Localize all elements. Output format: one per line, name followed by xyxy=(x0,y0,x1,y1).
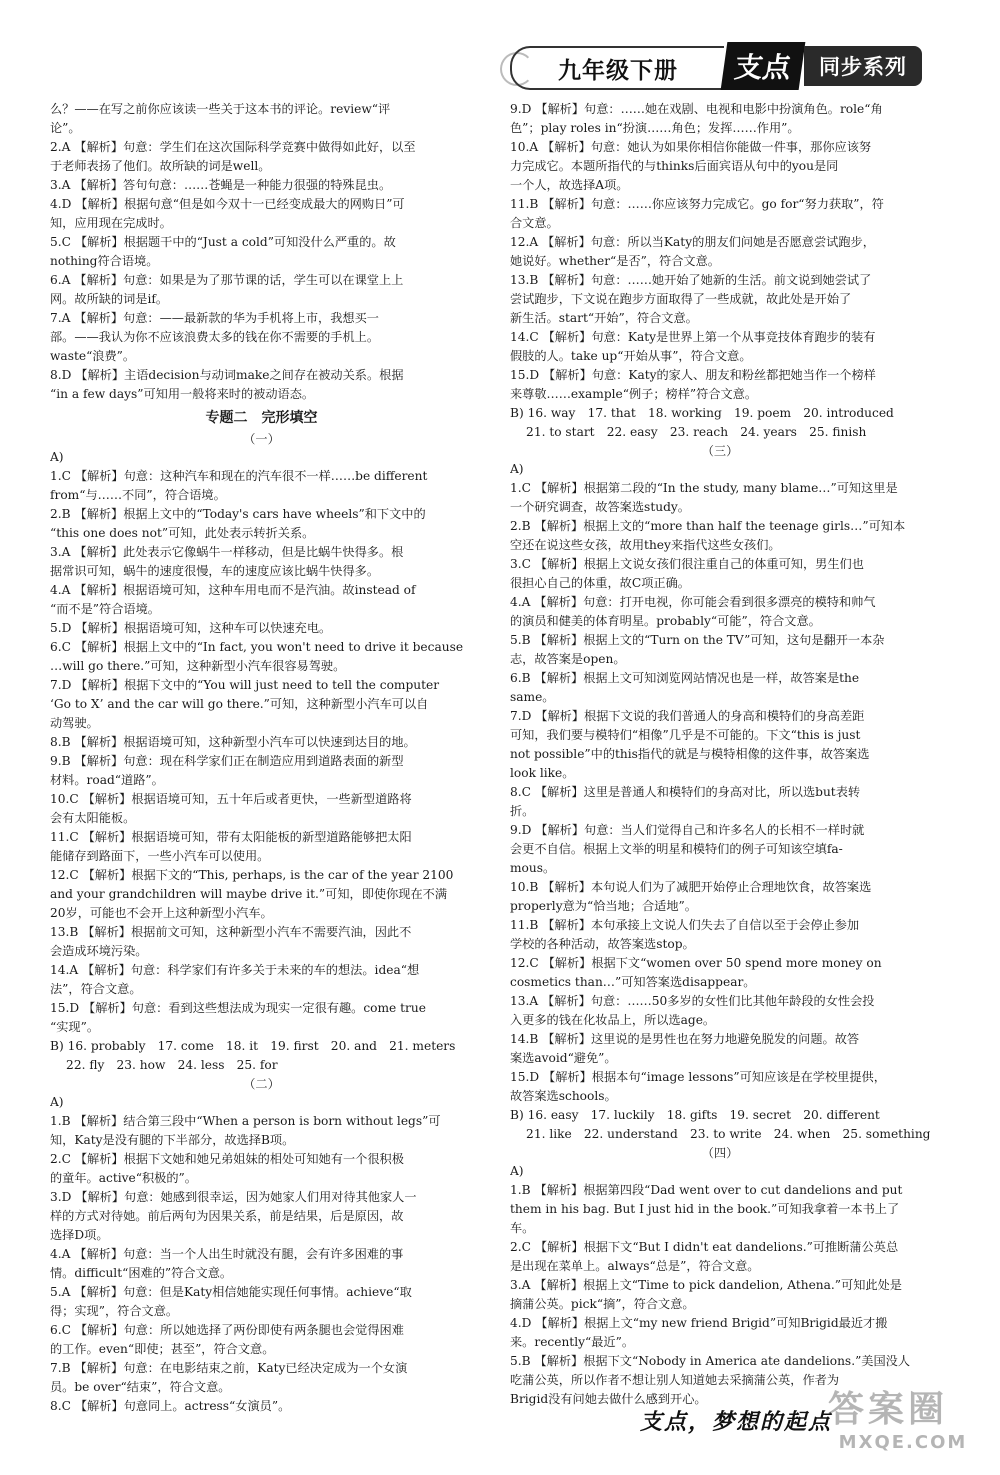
text-line: 11.B 【解析】本句承接上文说人们失去了自信以至于会停止参加 xyxy=(510,918,860,932)
text-line: 2.C 【解析】根据下文“But I didn't eat dandelions.”可推断蒲公英总 xyxy=(510,1240,899,1254)
text-line: 6.C 【解析】句意：所以她选择了两份即使有两条腿也会觉得困难 xyxy=(50,1323,404,1337)
text-line: 5.A 【解析】句意：但是Katy相信她能实现任何事情。achieve“取 xyxy=(50,1285,412,1299)
text-line: 据常识可知，蜗牛的速度很慢，车的速度应该比蜗牛快得多。 xyxy=(50,564,380,578)
text-line: …will go there.”可知，这种新型小汽车很容易驾驶。 xyxy=(50,659,346,673)
text-line: 6.C 【解析】根据上文中的“In fact, you won't need to drive it because xyxy=(50,640,464,654)
text-line: 12.C 【解析】根据下文的“This, perhaps, is the car of the year 2100 xyxy=(50,868,454,882)
text-line: 9.B 【解析】句意：现在科学家们正在制造应用到道路表面的新型 xyxy=(50,754,404,768)
text-line: 3.A 【解析】答句句意：……苍蝇是一种能力很强的特殊昆虫。 xyxy=(50,178,392,192)
text-line: 样的方式对待她。前后两句为因果关系，前是结果，后是原因，故 xyxy=(50,1209,404,1223)
text-line: 力完成它。本题所指代的与thinks后面宾语从句中的you是同 xyxy=(510,159,839,173)
text-line: 2.B 【解析】根据上文的“more than half the teenage girls…”可知本 xyxy=(510,519,906,533)
text-line: 7.B 【解析】句意：在电影结束之前，Katy已经决定成为一个女演 xyxy=(50,1361,408,1375)
text-line: 22. fly 23. how 24. less 25. for xyxy=(50,1058,278,1072)
text-line: 会造成环境污染。 xyxy=(50,944,148,958)
text-line: “而不是”符合语境。 xyxy=(50,602,160,616)
text-line: 合文意。 xyxy=(510,216,559,230)
text-line: 色”；play roles in“扮演……角色；发挥……作用”。 xyxy=(510,121,800,135)
text-line: 得；实现”，符合文意。 xyxy=(50,1304,179,1318)
text-line: 1.B 【解析】根据第四段“Dad went over to cut dandelions and put xyxy=(510,1183,903,1197)
footer-slogan: 支点，梦想的起点 xyxy=(640,1409,833,1435)
text-line: 志，故答案是open。 xyxy=(510,652,626,666)
text-line: 8.C 【解析】句意同上。actress“女演员”。 xyxy=(50,1399,291,1413)
text-line: 10.B 【解析】本句说人们为了减肥开始停止合理地饮食，故答案选 xyxy=(510,880,872,894)
text-line: 2.B 【解析】根据上文中的“Today's cars have wheels”和下文中的 xyxy=(50,507,426,521)
text-line: 新生活。start“开始”，符合文意。 xyxy=(510,311,698,325)
text-line: 动驾驶。 xyxy=(50,716,99,730)
text-line: A) xyxy=(510,1164,524,1178)
text-line: 11.C 【解析】根据语境可知，带有太阳能板的新型道路能够把太阳 xyxy=(50,830,412,844)
text-line: waste“浪费”。 xyxy=(50,349,136,363)
text-line: 11.B 【解析】句意：……你应该努力完成它。go for“努力获取”，符 xyxy=(510,197,884,211)
text-line: 4.D 【解析】根据句意“但是如今双十一已经变成最大的网购日”可 xyxy=(50,197,405,211)
text-line: 折。 xyxy=(510,804,535,818)
text-line: 13.B 【解析】根据前文可知，这种新型小汽车不需要汽油，因此不 xyxy=(50,925,412,939)
text-line: 8.D 【解析】主语decision与动词make之间存在被动关系。根据 xyxy=(50,368,404,382)
text-line: 1.C 【解析】根据第二段的“In the study, many blame…”可知这里是 xyxy=(510,481,898,495)
text-line: A) xyxy=(50,1095,64,1109)
text-line: 4.D 【解析】根据上文“my new friend Brigid”可知Brigid最近才搬 xyxy=(510,1316,888,1330)
text-line: 5.D 【解析】根据语境可知，这种车可以快速充电。 xyxy=(50,621,332,635)
text-line: 一个研究调查，故答案选study。 xyxy=(510,500,690,514)
text-line: 3.A 【解析】此处表示它像蜗牛一样移动，但是比蜗牛快得多。根 xyxy=(50,545,404,559)
subsection-number: （四） xyxy=(701,1146,739,1160)
text-line: “this one does not”可知，此处表示转折关系。 xyxy=(50,526,315,540)
text-line: 知，应用现在完成时。 xyxy=(50,216,172,230)
text-line: B) 16. way 17. that 18. working 19. poem 20. introduced xyxy=(510,406,894,420)
text-line: 8.C 【解析】这里是普通人和模特们的身高对比，所以选but表转 xyxy=(510,785,861,799)
text-line: 13.B 【解析】句意：……她开始了她新的生活。前文说到她尝试了 xyxy=(510,273,872,287)
text-line: 7.D 【解析】根据下文说的我们普通人的身高和模特们的身高差距 xyxy=(510,709,865,723)
text-line: from“与……不同”，符合语境。 xyxy=(50,488,226,502)
text-line: 很担心自己的体重，故C项正确。 xyxy=(510,576,690,590)
text-line: 15.D 【解析】根据本句“image lessons”可知应该是在学校里提供， xyxy=(510,1070,886,1084)
text-line: 3.D 【解析】句意：她感到很幸运，因为她家人们用对待其他家人一 xyxy=(50,1190,417,1204)
subsection-number: （二） xyxy=(243,1077,280,1091)
text-line: 材料。road“道路”。 xyxy=(50,773,164,787)
text-line: Brigid没有问她去做什么感到开心。 xyxy=(510,1392,707,1406)
text-line: 5.B 【解析】根据下文“Nobody in America ate dandelions.”美国没人 xyxy=(510,1354,911,1368)
text-line: 5.C 【解析】根据题干中的“Just a cold”可知没什么严重的。故 xyxy=(50,235,396,249)
text-line: 摘蒲公英。pick“摘”，符合文意。 xyxy=(510,1297,695,1311)
text-line: 12.A 【解析】句意：所以当Katy的朋友们问她是否愿意尝试跑步， xyxy=(510,235,875,249)
brand-logo: 支点 xyxy=(721,42,806,90)
left-column xyxy=(50,100,473,1416)
text-line: 员。be over“结束”，符合文意。 xyxy=(50,1380,231,1394)
text-line: look like。 xyxy=(510,766,575,780)
text-line: 车。 xyxy=(510,1221,535,1235)
text-line: 9.D 【解析】句意：当人们觉得自己和许多名人的长相不一样时就 xyxy=(510,823,865,837)
text-line: 来。recently“最近”。 xyxy=(510,1335,635,1349)
text-line: 2.C 【解析】根据下文她和她兄弟姐妹的相处可知她有一个很积极 xyxy=(50,1152,404,1166)
text-line: 故答案选schools。 xyxy=(510,1089,617,1103)
text-line: A) xyxy=(50,450,64,464)
text-line: 选择D项。 xyxy=(50,1228,109,1242)
text-line: them in his bag. But I just hid in the book.”可知我拿着一本书上了 xyxy=(510,1202,900,1216)
text-line: 2.A 【解析】句意：学生们在这次国际科学竞赛中做得如此好，以至 xyxy=(50,140,416,154)
section-title: 专题二 完形填空 xyxy=(205,410,318,426)
text-line: 14.B 【解析】这里说的是男性也在努力地避免脱发的问题。故答 xyxy=(510,1032,860,1046)
text-line: A) xyxy=(510,462,524,476)
text-line: 法”，符合文意。 xyxy=(50,982,142,996)
text-line: 7.D 【解析】根据下文中的“You will just need to tell the computer xyxy=(50,678,440,692)
text-line: 15.D 【解析】句意：看到这些想法成为现实一定很有趣。come true xyxy=(50,1001,426,1015)
text-line: 14.A 【解析】句意：科学家们有许多关于未来的车的想法。idea“想 xyxy=(50,963,420,977)
text-line: 是出现在菜单上。always“总是”，符合文意。 xyxy=(510,1259,760,1273)
text-line: 6.A 【解析】句意：如果是为了那节课的话，学生可以在课堂上上 xyxy=(50,273,404,287)
text-line: 吃蒲公英，所以作者不想让别人知道她去采摘蒲公英，作者为 xyxy=(510,1373,840,1387)
text-line: 14.C 【解析】句意：Katy是世界上第一个从事竞技体育跑步的装有 xyxy=(510,330,876,344)
text-line: 来尊敬……example“例子；榜样”符合文意。 xyxy=(510,387,758,401)
text-line: 10.C 【解析】根据语境可知，五十年后或者更快，一些新型道路将 xyxy=(50,792,412,806)
text-line: 的演员和健美的体育明星。probably“可能”，符合文意。 xyxy=(510,614,821,628)
text-line: not possible”中的this指代的就是与模特相像的这件事，故答案选 xyxy=(510,747,870,761)
text-line: 9.D 【解析】句意：……她在戏剧、电视和电影中扮演角色。role“角 xyxy=(510,102,883,116)
right-column xyxy=(510,100,930,1409)
text-line: 20岁，可能也不会开上这种新型小汽车。 xyxy=(50,906,273,920)
text-line: 网。故所缺的词是if。 xyxy=(50,292,169,306)
text-line: 能储存到路面下，一些小汽车可以使用。 xyxy=(50,849,270,863)
series-label: 同步系列 xyxy=(804,46,922,86)
text-line: 13.A 【解析】句意：……50多岁的女性们比其他年龄段的女性会投 xyxy=(510,994,875,1008)
text-line: 5.B 【解析】根据上文的“Turn on the TV”可知，这句是翻开一本杂 xyxy=(510,633,885,647)
text-line: cosmetics than…”可知答案选disappear。 xyxy=(510,975,756,989)
text-line: 部。——我认为你不应该浪费太多的钱在你不需要的手机上。 xyxy=(50,330,380,344)
text-line: 4.A 【解析】句意：打开电视，你可能会看到很多漂亮的模特和帅气 xyxy=(510,595,876,609)
text-line: 的工作。even“即使；甚至”，符合文意。 xyxy=(50,1342,275,1356)
text-line: 15.D 【解析】句意：Katy的家人、朋友和粉丝都把她当作一个榜样 xyxy=(510,368,876,382)
text-line: 10.A 【解析】句意：她认为如果你相信你能做一件事，那你应该努 xyxy=(510,140,872,154)
text-line: ‘Go to X’ and the car will go there.”可知，这种新型小汽车可以自 xyxy=(50,697,429,711)
watermark xyxy=(828,1388,978,1468)
text-line: 6.B 【解析】根据上文可知浏览网站情况也是一样，故答案是the xyxy=(510,671,860,685)
watermark-title: 答案圈 xyxy=(828,1389,949,1430)
text-line: 案选avoid“避免”。 xyxy=(510,1051,617,1065)
text-line: 的童年。active“积极的”。 xyxy=(50,1171,197,1185)
text-line: 尝试跑步，下文说在跑步方面取得了一些成就，故此处是开始了 xyxy=(510,292,852,306)
text-line: 入更多的钱在化妆品上，所以选age。 xyxy=(510,1013,716,1027)
text-line: B) 16. probably 17. come 18. it 19. first 20. and 21. meters xyxy=(50,1039,456,1053)
watermark-url: MXQE.COM xyxy=(838,1432,968,1453)
text-line: 4.A 【解析】句意：当一个人出生时就没有腿，会有许多困难的事 xyxy=(50,1247,404,1261)
text-line: 3.A 【解析】根据上文“Time to pick dandelion, Athena.”可知此处是 xyxy=(510,1278,902,1292)
text-line: 21. like 22. understand 23. to write 24. when 25. something xyxy=(510,1127,930,1141)
text-line: 3.C 【解析】根据上文说女孩们很注重自己的体重可知，男生们也 xyxy=(510,557,864,571)
text-line: 论”。 xyxy=(50,121,81,135)
text-line: 1.B 【解析】结合第三段中“When a person is born without legs”可 xyxy=(50,1114,441,1128)
text-line: same。 xyxy=(510,690,555,704)
text-line: 12.C 【解析】根据下文“women over 50 spend more money on xyxy=(510,956,882,970)
text-line: 空还在说这些女孩，故用they来指代这些女孩们。 xyxy=(510,538,781,552)
text-line: 于老师表扬了他们。故所缺的词是well。 xyxy=(50,159,271,173)
text-line: 1.C 【解析】句意：这种汽车和现在的汽车很不一样……be different xyxy=(50,469,428,483)
text-line: 么？——在写之前你应该读一些关于这本书的评论。review“评 xyxy=(50,102,391,116)
text-line: properly意为“恰当地；合适地”。 xyxy=(510,899,697,913)
text-line: 会有太阳能板。 xyxy=(50,811,136,825)
text-line: 会更不自信。根据上文举的明星和模特们的例子可知该空填fa- xyxy=(510,842,843,856)
grade-label: 九年级下册 xyxy=(510,46,724,90)
text-line: 可知，我们要与模特们“相像”几乎是不可能的。下文“this is just xyxy=(510,728,861,742)
text-line: “实现”。 xyxy=(50,1020,100,1034)
subsection-number: （三） xyxy=(701,444,739,458)
text-line: and your grandchildren will maybe drive it.”可知，即使你现在不满 xyxy=(50,887,448,901)
text-line: 她说好。whether“是否”，符合文意。 xyxy=(510,254,720,268)
text-line: 8.B 【解析】根据语境可知，这种新型小汽车可以快速到达目的地。 xyxy=(50,735,416,749)
text-line: 4.A 【解析】根据语境可知，这种车用电而不是汽油。故instead of xyxy=(50,583,416,597)
text-line: 情。difficult“困难的”符合文意。 xyxy=(50,1266,233,1280)
text-line: nothing符合语境。 xyxy=(50,254,159,268)
subsection-number: （一） xyxy=(243,432,280,446)
text-line: 知，Katy是没有腿的下半部分，故选择B项。 xyxy=(50,1133,295,1147)
text-line: mous。 xyxy=(510,861,556,875)
text-line: “in a few days”可知用一般将来时的被动语态。 xyxy=(50,387,315,401)
text-line: 7.A 【解析】句意：——最新款的华为手机将上市，我想买一 xyxy=(50,311,379,325)
text-line: 学校的各种活动，故答案选stop。 xyxy=(510,937,695,951)
text-line: B) 16. easy 17. luckily 18. gifts 19. secret 20. different xyxy=(510,1108,880,1122)
text-line: 一个人，故选择A项。 xyxy=(510,178,629,192)
page-header xyxy=(0,0,1000,110)
text-line: 21. to start 22. easy 23. reach 24. years 25. finish xyxy=(510,425,867,439)
text-line: 假肢的人。take up“开始从事”，符合文意。 xyxy=(510,349,752,363)
